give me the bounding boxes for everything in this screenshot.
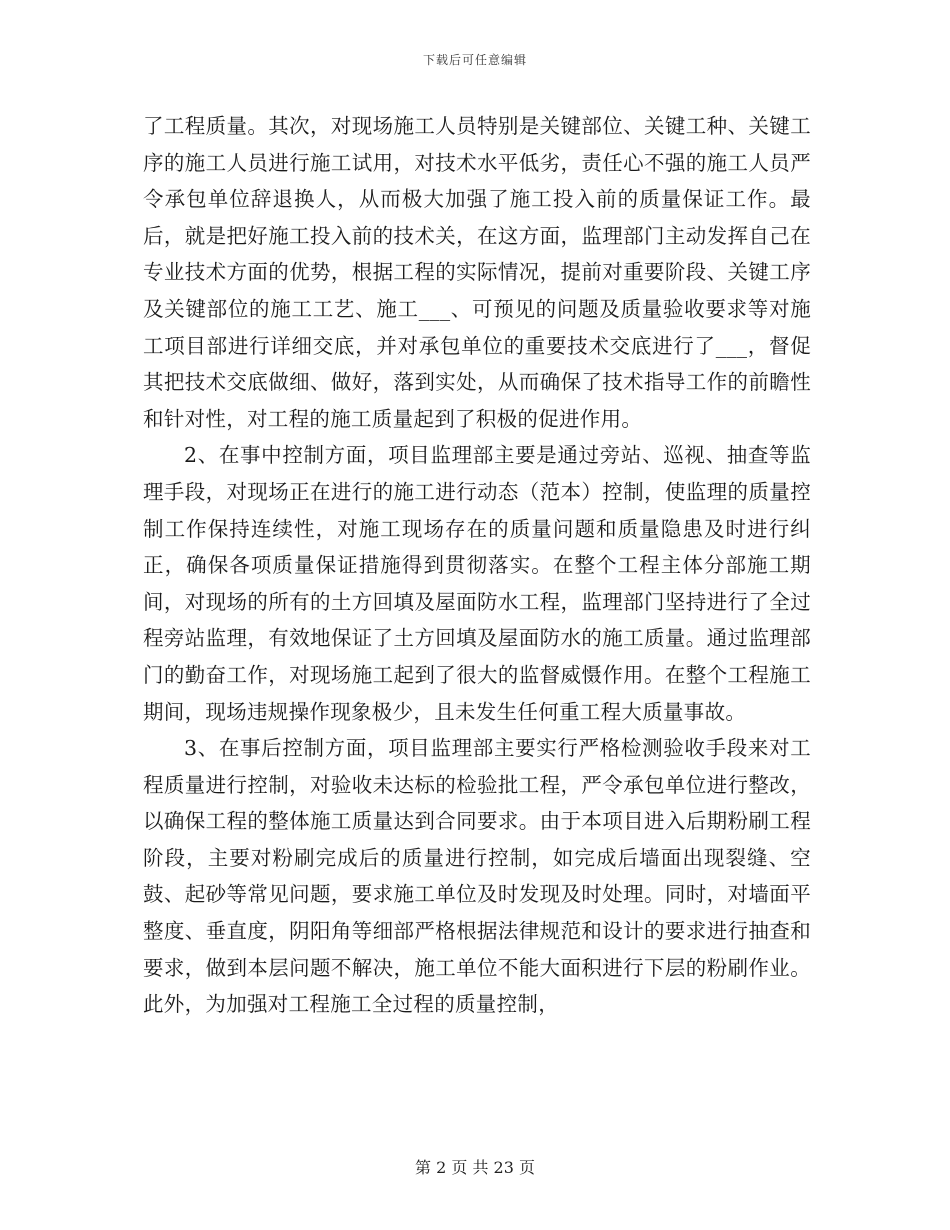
paragraph-2: 2、在事中控制方面，项目监理部主要是通过旁站、巡视、抽查等监理手段，对现场正在进行的施工进行动态（范本）控制，使监理的质量控制工作保持连续性，对施工现场存在的质量问题和质量隐患及时进行纠正，确保各项质量保证措施得到贯彻落实。在整个工程主体分部施工期间，对现场的所有的土方回填及屋面防水工程，监理部门坚持进行了全过程旁站监理，有效地保证了土方回填及屋面防水的施工质量。通过监理部门的勤奋工作，对现场施工起到了很大的监督威慑作用。在整个工程施工期间，现场违规操作现象极少，且未发生任何重工程大质量事故。 xyxy=(143,443,811,724)
page-header: 下载后可任意编辑 xyxy=(422,53,527,67)
paragraph-1: 了工程质量。其次，对现场施工人员特别是关键部位、关键工种、关键工序的施工人员进行施工试用，对技术水平低劣，责任心不强的施工人员严令承包单位辞退换人，从而极大加强了施工投入前的质量保证工作。最后，就是把好施工投入前的技术关，在这方面，监理部门主动发挥自己在专业技术方面的优势，根据工程的实际情况，提前对重要阶段、关键工序及关键部位的施工工艺、施工___、可预见的问题及质量验收要求等对施工项目部进行详细交底，并对承包单位的重要技术交底进行了___，督促其把技术交底做细、做好，落到实处，从而确保了技术指导工作的前瞻性和针对性，对工程的施工质量起到了积极的促进作用。 xyxy=(143,114,811,431)
paragraph-3: 3、在事后控制方面，项目监理部主要实行严格检测验收手段来对工程质量进行控制，对验收未达标的检验批工程，严令承包单位进行整改，以确保工程的整体施工质量达到合同要求。由于本项目进入后期粉刷工程阶段，主要对粉刷完成后的质量进行控制，如完成后墙面出现裂缝、空鼓、起砂等常见问题，要求施工单位及时发现及时处理。同时，对墙面平整度、垂直度，阴阳角等细部严格根据法律规范和设计的要求进行抽查和要求，做到本层问题不解决，施工单位不能大面积进行下层的粉刷作业。此外，为加强对工程施工全过程的质量控制， xyxy=(143,736,811,1017)
document-body xyxy=(143,108,811,1023)
page-footer: 第 2 页 共 23 页 xyxy=(415,1158,535,1177)
